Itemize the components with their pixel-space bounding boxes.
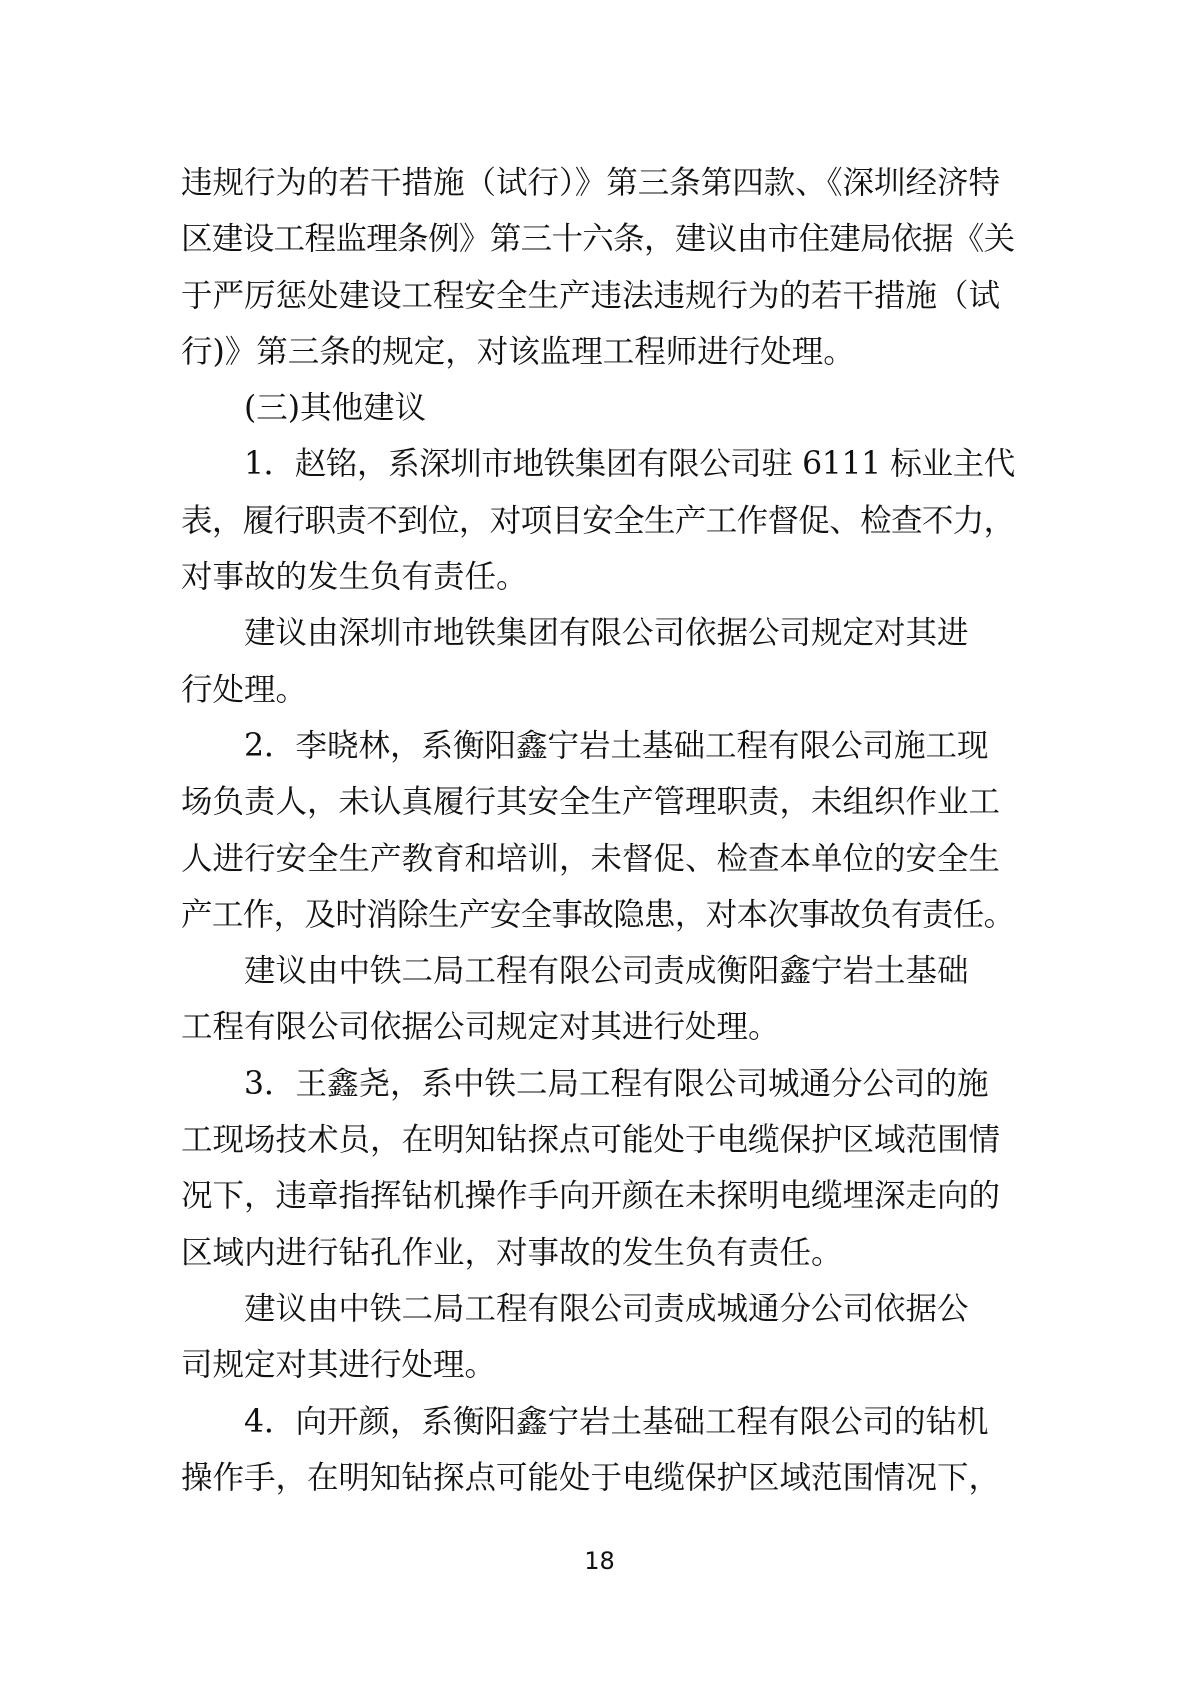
text-line: 区建设工程监理条例》第三十六条，建议由市住建局依据《关 <box>181 221 1015 258</box>
text-line: 场负责人，未认真履行其安全生产管理职责，未组织作业工 <box>181 784 1001 821</box>
text-line: 产工作，及时消除生产安全事故隐患，对本次事故负有责任。 <box>181 896 1015 933</box>
text-line: 司规定对其进行处理。 <box>181 1347 497 1384</box>
text-line: 于严厉惩处建设工程安全生产违法违规行为的若干措施（试 <box>181 277 1001 314</box>
text-line: 工现场技术员，在明知钻探点可能处于电缆保护区域范围情 <box>181 1122 1001 1159</box>
text-line: 人进行安全生产教育和培训，未督促、检查本单位的安全生 <box>181 840 1001 877</box>
text-line: 行)》第三条的规定，对该监理工程师进行处理。 <box>181 333 855 370</box>
document-body <box>181 155 1015 1506</box>
text-line: 区域内进行钻孔作业，对事故的发生负有责任。 <box>181 1234 843 1271</box>
text-line: 2．李晓林，系衡阳鑫宁岩土基础工程有限公司施工现 <box>244 727 989 764</box>
text-line: 工程有限公司依据公司规定对其进行处理。 <box>181 1009 780 1046</box>
text-line: 4．向开颜，系衡阳鑫宁岩土基础工程有限公司的钻机 <box>244 1403 989 1440</box>
text-line: 建议由中铁二局工程有限公司责成城通分公司依据公 <box>244 1290 969 1327</box>
text-line: 3．王鑫尧，系中铁二局工程有限公司城通分公司的施 <box>244 1065 989 1102</box>
text-line: (三)其他建议 <box>244 390 427 427</box>
text-line: 1．赵铭，系深圳市地铁集团有限公司驻 6111 标业主代 <box>244 446 1015 483</box>
page-number: 18 <box>584 1547 615 1575</box>
text-line: 建议由深圳市地铁集团有限公司依据公司规定对其进 <box>244 615 969 652</box>
text-line: 操作手，在明知钻探点可能处于电缆保护区域范围情况下， <box>181 1459 1001 1496</box>
text-line: 对事故的发生负有责任。 <box>181 559 528 596</box>
text-line: 行处理。 <box>181 671 308 708</box>
text-line: 建议由中铁二局工程有限公司责成衡阳鑫宁岩土基础 <box>244 953 969 990</box>
text-line: 况下，违章指挥钻机操作手向开颜在未探明电缆埋深走向的 <box>181 1178 1001 1215</box>
text-line: 违规行为的若干措施（试行）》第三条第四款、《深圳经济特 <box>181 165 1001 201</box>
text-line: 表，履行职责不到位，对项目安全生产工作督促、检查不力， <box>181 502 1015 539</box>
